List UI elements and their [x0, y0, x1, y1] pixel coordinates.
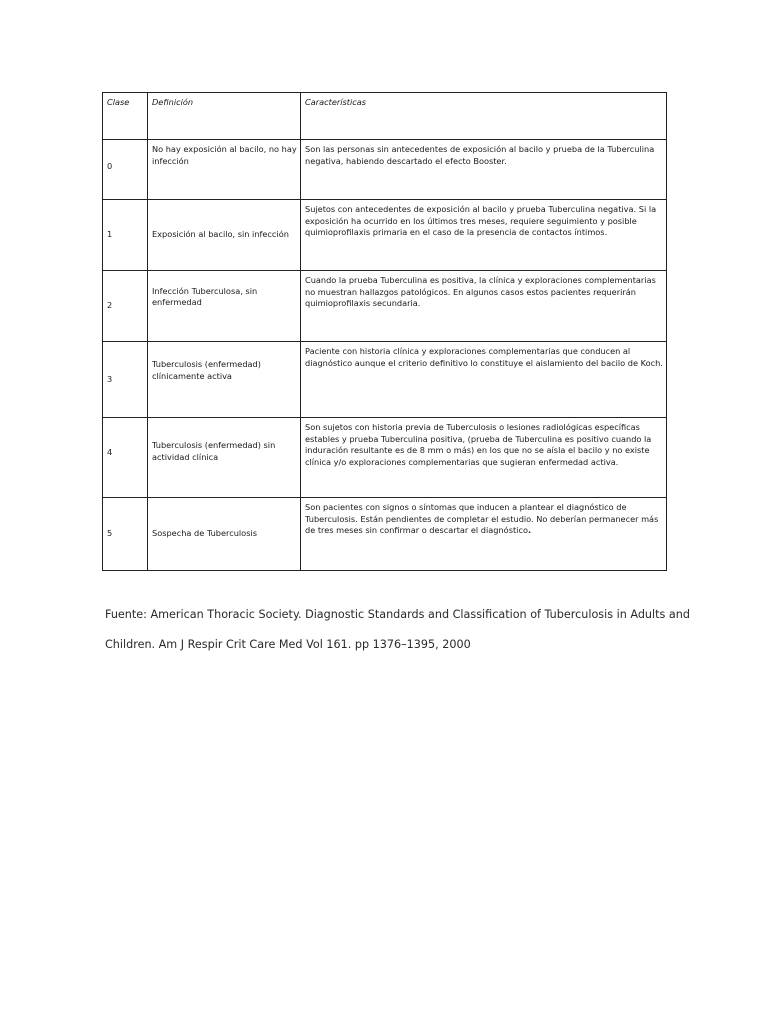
- source-line-1: Fuente: American Thoracic Society. Diagnostic Standards and Classification of Tuberculosis in Adults and: [105, 608, 690, 621]
- cell-definicion: Exposición al bacilo, sin infección: [148, 200, 301, 271]
- cell-definicion: Sospecha de Tuberculosis: [148, 498, 301, 571]
- source-citation: [105, 600, 690, 660]
- tuberculosis-classification-table: [102, 92, 667, 571]
- cell-caracteristicas: Cuando la prueba Tuberculina es positiva, la clínica y exploraciones complementarias no muestran hallazgos patológicos. En algunos casos estos pacientes requerirán quimioprofilaxis secundaria.: [301, 271, 667, 342]
- cell-clase: 2: [103, 271, 148, 342]
- table-row: [103, 418, 667, 498]
- cell-definicion: Infección Tuberculosa, sin enfermedad: [148, 271, 301, 342]
- source-line-2: Children. Am J Respir Crit Care Med Vol 161. pp 1376–1395, 2000: [105, 638, 471, 651]
- cell-caracteristicas: [301, 498, 667, 571]
- table-header-row: [103, 93, 667, 140]
- table-row: [103, 342, 667, 418]
- cell-definicion: No hay exposición al bacilo, no hay infección: [148, 140, 301, 200]
- table-row: [103, 271, 667, 342]
- cell-definicion: Tuberculosis (enfermedad) sin actividad clínica: [148, 418, 301, 498]
- table-row: [103, 140, 667, 200]
- cell-clase: 4: [103, 418, 148, 498]
- header-clase: Clase: [103, 93, 148, 140]
- header-definicion: Definición: [148, 93, 301, 140]
- cell-clase: 3: [103, 342, 148, 418]
- header-caracteristicas: Características: [301, 93, 667, 140]
- cell-caracteristicas: Sujetos con antecedentes de exposición al bacilo y prueba Tuberculina negativa. Si la exposición ha ocurrido en los últimos tres meses, requiere seguimiento y posible quimioprofilaxis primaria en el caso de la presencia de contactos íntimos.: [301, 200, 667, 271]
- cell-clase: 0: [103, 140, 148, 200]
- cell-definicion: Tuberculosis (enfermedad) clínicamente activa: [148, 342, 301, 418]
- cell-caracteristicas: Son sujetos con historia previa de Tuberculosis o lesiones radiológicas específicas estables y prueba Tuberculina positiva, (prueba de Tuberculina es positivo cuando la induración resultante es de 8 mm o más) en los que no se aísla el bacilo y no existe clínica y/o exploraciones complementarias que sugieran enfermedad activa.: [301, 418, 667, 498]
- table-row: [103, 200, 667, 271]
- table-row: [103, 498, 667, 571]
- cell-caracteristicas-period: .: [527, 525, 532, 535]
- cell-clase: 5: [103, 498, 148, 571]
- cell-caracteristicas: Paciente con historia clínica y exploraciones complementarias que conducen al diagnóstico aunque el criterio definitivo lo constituye el aislamiento del bacilo de Koch.: [301, 342, 667, 418]
- cell-caracteristicas-text: Son pacientes con signos o síntomas que inducen a plantear el diagnóstico de Tuberculosis. Están pendientes de completar el estudio. No deberían permanecer más de tres meses sin confirmar o descartar el diagnóstico: [305, 502, 659, 535]
- cell-clase: 1: [103, 200, 148, 271]
- cell-caracteristicas: Son las personas sin antecedentes de exposición al bacilo y prueba de la Tuberculina negativa, habiendo descartado el efecto Booster.: [301, 140, 667, 200]
